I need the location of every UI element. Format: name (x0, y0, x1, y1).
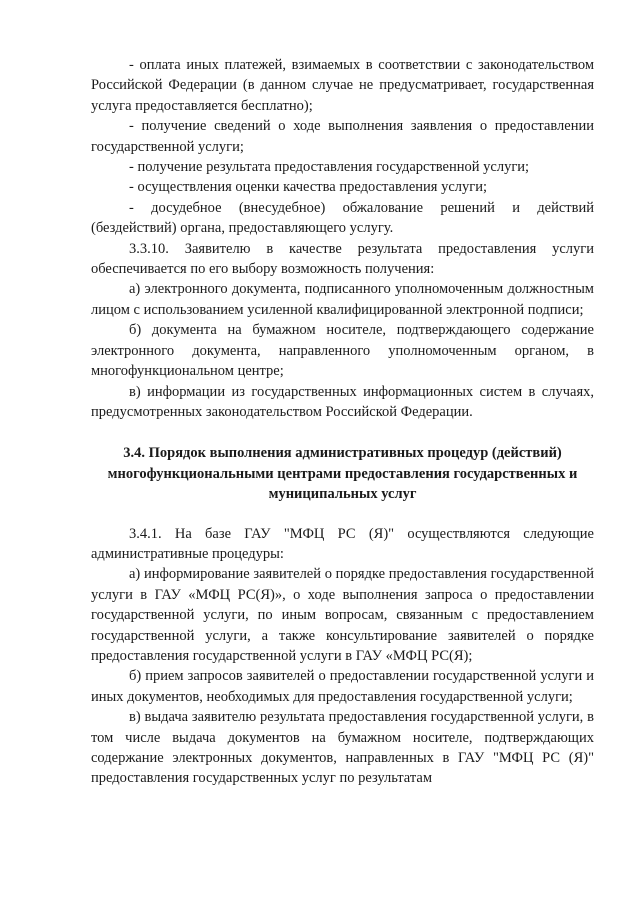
paragraph-get-result: - получение результата предоставления государственной услуги; (129, 159, 530, 176)
section-heading-3-4: 3.4. Порядок выполнения административных процедур (действий) многофункциональными центрами предоставления государственных и муниципальных услуг (107, 445, 578, 503)
paragraph-item-c-issuance: в) выдача заявителю результата предоставления государственной услуги, в том числе выдача документов на бумажном носителе, подтверждающих содержание электронных документов, направленных в ГАУ "МФЦ РС (Я)" предоставления государственных услуг по результатам (91, 709, 594, 787)
paragraph-other-payments: - оплата иных платежей, взимаемых в соответствии с законодательством Российской Федерации (в данном случае не предусматривает, государственная услуга предоставляется бесплатно); (91, 57, 594, 114)
paragraph-3-3-10: 3.3.10. Заявителю в качестве результата предоставления услуги обеспечивается по его выбору возможность получения: (91, 240, 594, 278)
paragraph-item-b-paper: б) документа на бумажном носителе, подтверждающего содержание электронного документа, направленного уполномоченным органом, в многофункциональном центре; (91, 322, 594, 380)
paragraph-item-a-electronic: а) электронного документа, подписанного уполномоченным должностным лицом с использованием усиленной квалифицированной электронной подписи; (91, 281, 594, 318)
paragraph-3-4-1: 3.4.1. На базе ГАУ "МФЦ РС (Я)" осуществляются следующие административные процедуры: (91, 525, 594, 562)
document-page (91, 55, 594, 789)
paragraph-status-info: - получение сведений о ходе выполнения заявления о предоставлении государственной услуги; (91, 118, 594, 155)
paragraph-item-a-informing: а) информирование заявителей о порядке предоставления государственной услуги в ГАУ «МФЦ РС(Я)», о ходе выполнения запроса о предоставлении государственной услуги, по иным вопросам, связанным с предоставлением государственной услуги, а также консультирование заявителей о порядке предоставления государственной услуги в ГАУ «МФЦ РС(Я); (91, 566, 594, 664)
paragraph-quality-assessment: - осуществления оценки качества предоставления услуги; (129, 179, 488, 196)
paragraph-item-c-info-systems: в) информации из государственных информационных систем в случаях, предусмотренных законодательством Российской Федерации. (91, 383, 594, 420)
paragraph-pretrial-appeal: - досудебное (внесудебное) обжалование решений и действий (бездействий) органа, предоставляющего услугу. (91, 199, 594, 237)
paragraph-item-b-requests: б) прием запросов заявителей о предоставлении государственной услуги и иных документов, необходимых для предоставления государственной услуги; (91, 668, 594, 705)
